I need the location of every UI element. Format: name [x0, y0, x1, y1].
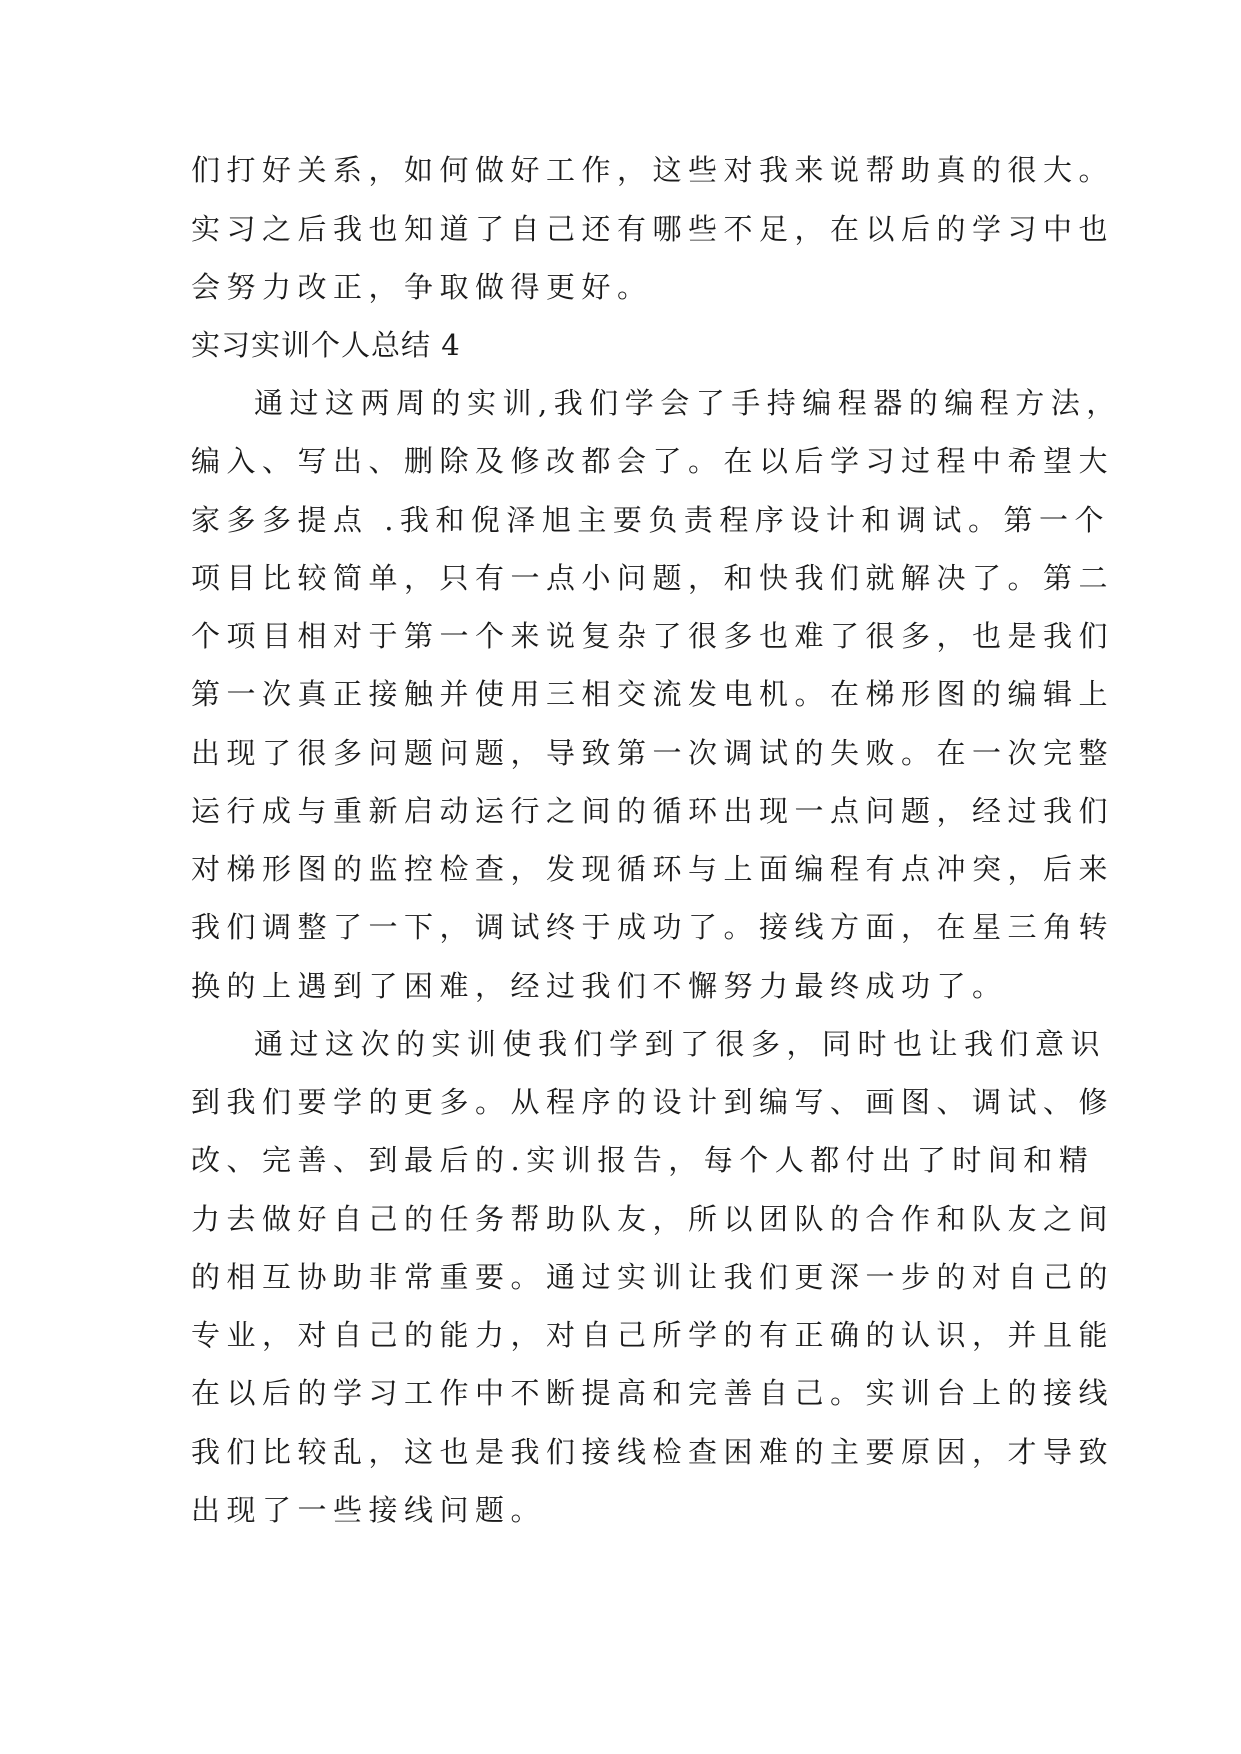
text-line: 到我们要学的更多。从程序的设计到编写、画图、调试、修	[191, 1085, 1115, 1119]
text-line: 个项目相对于第一个来说复杂了很多也难了很多，也是我们	[191, 619, 1115, 653]
text-line: 我们比较乱，这也是我们接线检查困难的主要原因，才导致	[191, 1435, 1115, 1469]
text-line: 换的上遇到了困难，经过我们不懈努力最终成功了。	[191, 969, 1008, 1003]
text-line: 第一次真正接触并使用三相交流发电机。在梯形图的编辑上	[191, 677, 1115, 711]
text-line: 出现了一些接线问题。	[191, 1493, 547, 1527]
text-line: 们打好关系，如何做好工作，这些对我来说帮助真的很大。	[191, 153, 1115, 187]
text-line: 专业，对自己的能力，对自己所学的有正确的认识，并且能	[191, 1318, 1115, 1352]
text-line: 在以后的学习工作中不断提高和完善自己。实训台上的接线	[191, 1376, 1115, 1410]
text-line: 家多多提点 .我和倪泽旭主要负责程序设计和调试。第一个	[191, 503, 1110, 537]
paragraph-first-line: 通过这两周的实训,我们学会了手持编程器的编程方法，	[254, 386, 1122, 420]
paragraph-first-line: 通过这次的实训使我们学到了很多，同时也让我们意识	[254, 1027, 1107, 1061]
text-line: 出现了很多问题问题，导致第一次调试的失败。在一次完整	[191, 736, 1115, 770]
text-line: 项目比较简单，只有一点小问题，和快我们就解决了。第二	[191, 561, 1115, 595]
text-line: 运行成与重新启动运行之间的循环出现一点问题，经过我们	[191, 794, 1115, 828]
text-line: 对梯形图的监控检查，发现循环与上面编程有点冲突，后来	[191, 852, 1115, 886]
text-line: 实习之后我也知道了自己还有哪些不足，在以后的学习中也	[191, 212, 1115, 246]
section-heading: 实习实训个人总结 4	[191, 328, 461, 362]
text-line: 的相互协助非常重要。通过实训让我们更深一步的对自己的	[191, 1260, 1115, 1294]
text-line: 编入、写出、删除及修改都会了。在以后学习过程中希望大	[191, 444, 1115, 478]
text-line: 力去做好自己的任务帮助队友，所以团队的合作和队友之间	[191, 1202, 1115, 1236]
text-line: 会努力改正，争取做得更好。	[191, 270, 653, 304]
text-line: 改、完善、到最后的.实训报告，每个人都付出了时间和精	[191, 1143, 1095, 1177]
text-line: 我们调整了一下，调试终于成功了。接线方面，在星三角转	[191, 910, 1115, 944]
